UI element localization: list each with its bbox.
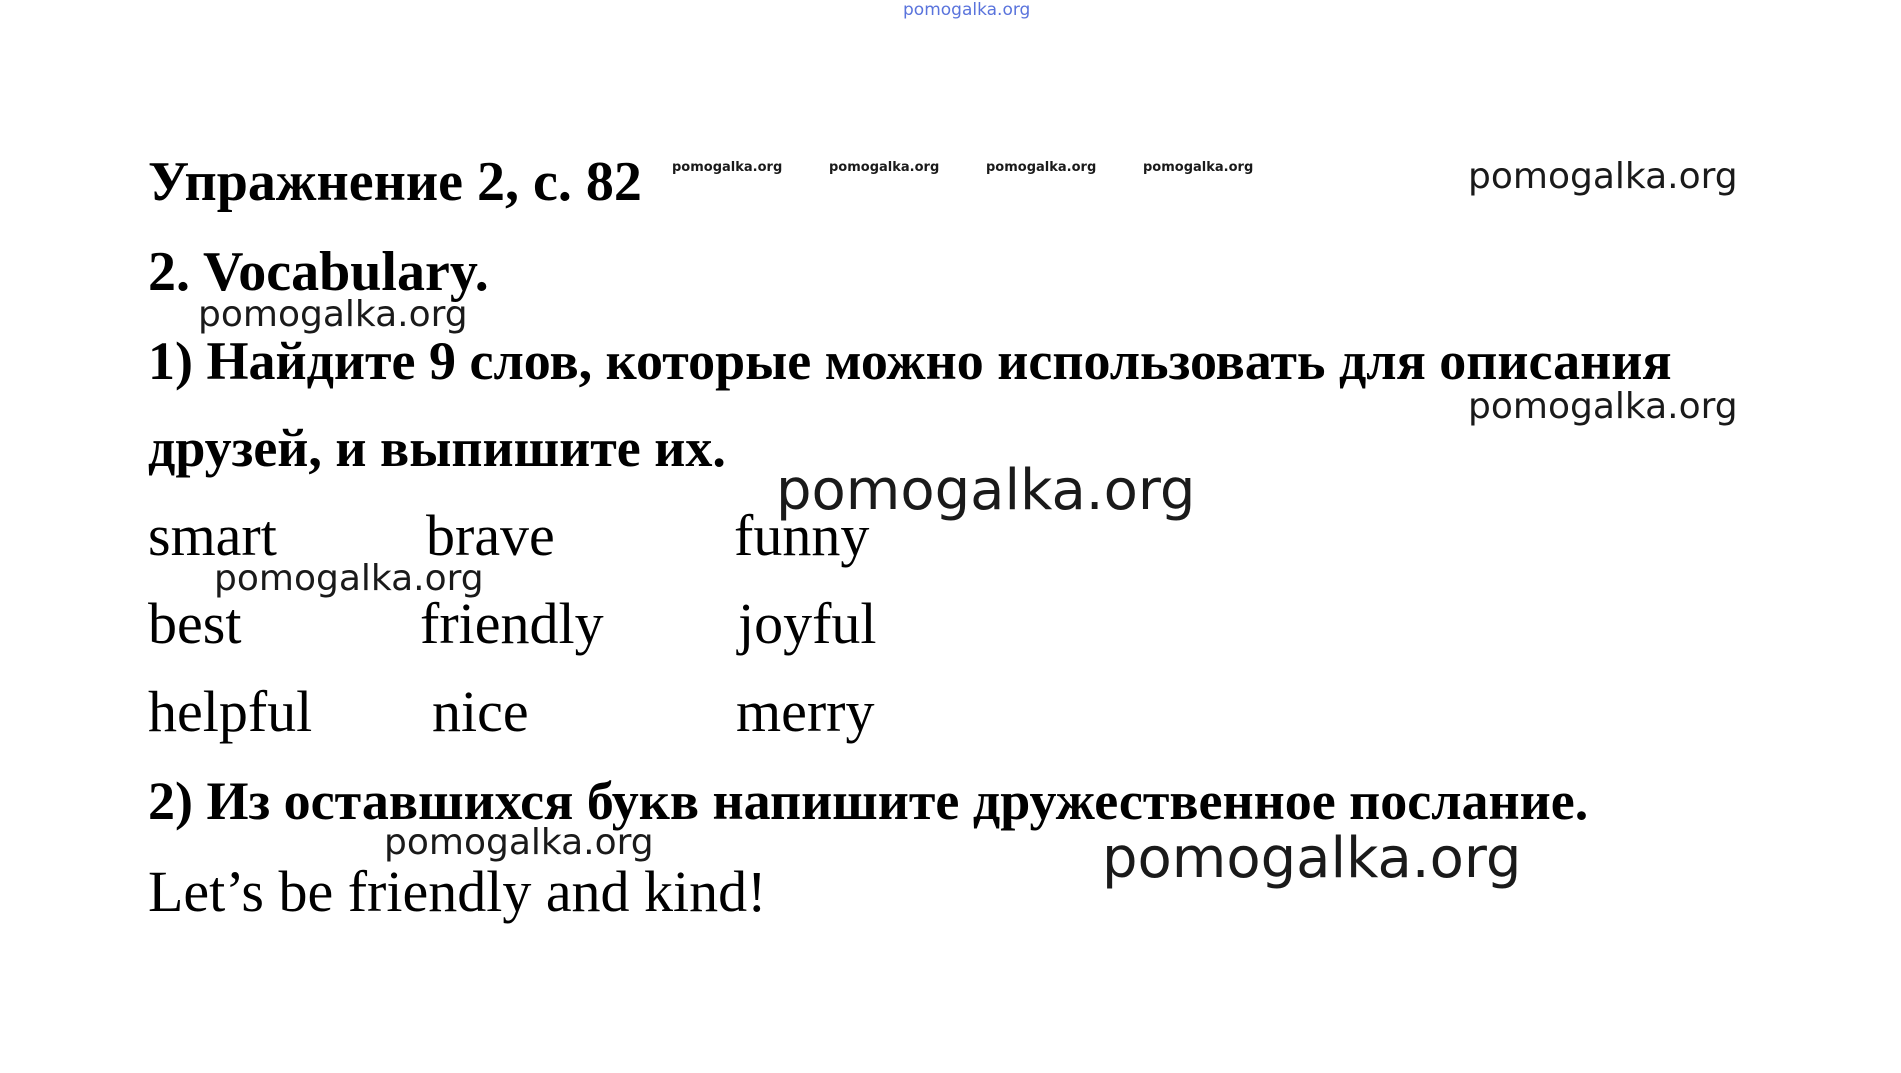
word: nice <box>432 679 529 744</box>
watermark-small: pomogalka.org <box>986 160 1097 175</box>
watermark-small: pomogalka.org <box>1143 160 1254 175</box>
watermark: pomogalka.org <box>1468 156 1738 197</box>
watermark-large: pomogalka.org <box>776 458 1196 523</box>
section-heading: 2. Vocabulary. <box>148 241 489 303</box>
answer-text: Let’s be friendly and kind! <box>148 859 767 924</box>
watermark: pomogalka.org <box>214 558 484 599</box>
watermark-large: pomogalka.org <box>1102 826 1522 891</box>
watermark: pomogalka.org <box>1468 386 1738 427</box>
task2-heading: 2) Из оставшихся букв напишите дружественное послание. <box>148 771 1589 831</box>
word: smart <box>148 503 277 568</box>
task1-line2: друзей, и выпишите их. <box>148 418 726 478</box>
word: friendly <box>420 591 604 656</box>
watermark: pomogalka.org <box>384 822 654 863</box>
watermark-small: pomogalka.org <box>672 160 783 175</box>
watermark: pomogalka.org <box>198 294 468 335</box>
task1-line1: 1) Найдите 9 слов, которые можно использовать для описания <box>148 331 1672 391</box>
word: funny <box>734 503 870 568</box>
watermark-top: pomogalka.org <box>903 0 1031 20</box>
word: helpful <box>148 679 313 744</box>
word: merry <box>736 679 875 744</box>
watermark-small: pomogalka.org <box>829 160 940 175</box>
word: best <box>148 591 242 656</box>
word: brave <box>426 503 555 568</box>
word: joyful <box>738 591 877 656</box>
page-title: Упражнение 2, с. 82 <box>148 151 642 213</box>
